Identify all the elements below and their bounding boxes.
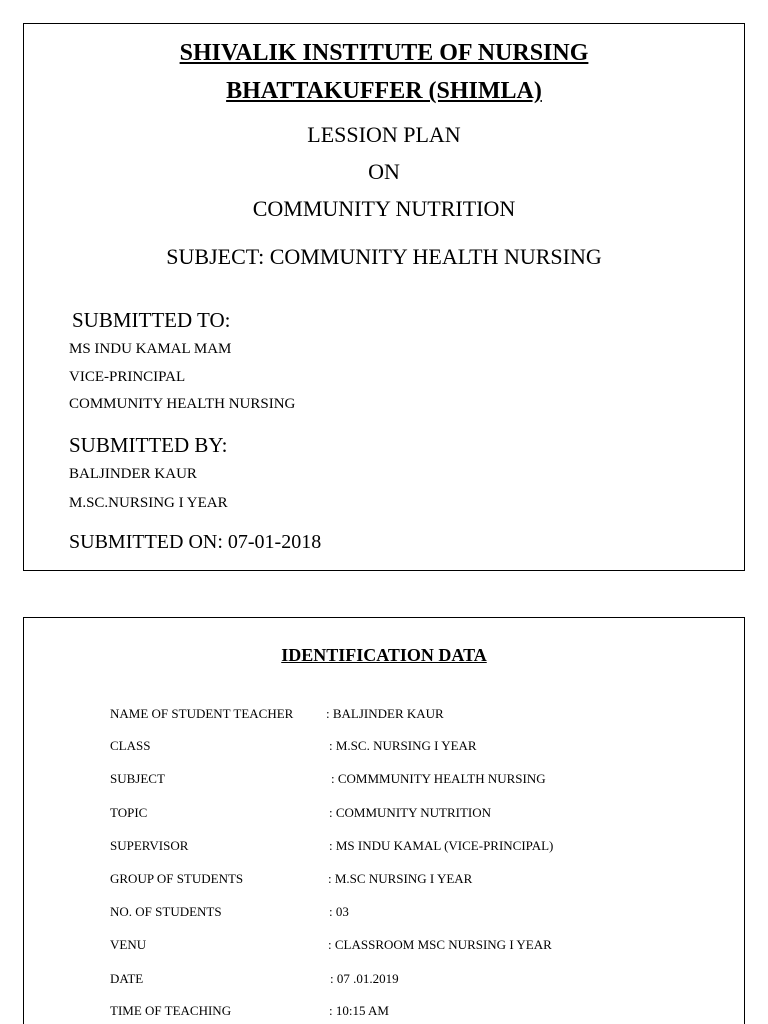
row-label: GROUP OF STUDENTS xyxy=(110,871,244,886)
document-topic: COMMUNITY NUTRITION xyxy=(252,196,516,221)
table-row xyxy=(24,971,744,991)
row-label: SUPERVISOR xyxy=(110,838,189,853)
submitted-to-designation: VICE-PRINCIPAL xyxy=(69,369,186,385)
submitted-by-course: M.SC.NURSING I YEAR xyxy=(69,495,228,511)
row-value: : 07 .01.2019 xyxy=(330,971,399,986)
row-value: : MS INDU KAMAL (VICE-PRINCIPAL) xyxy=(329,838,554,853)
row-label: CLASS xyxy=(110,738,151,753)
submitted-to-heading: SUBMITTED TO: xyxy=(72,308,231,332)
table-row xyxy=(24,838,744,858)
table-row xyxy=(24,904,744,924)
row-label: TIME OF TEACHING xyxy=(110,1003,232,1018)
row-label: NO. OF STUDENTS xyxy=(110,904,222,919)
row-value: : COMMMUNITY HEALTH NURSING xyxy=(331,771,546,786)
submitted-on: SUBMITTED ON: 07-01-2018 xyxy=(69,531,322,553)
institute-location: BHATTAKUFFER (SHIMLA) xyxy=(226,78,542,104)
table-row xyxy=(24,771,744,791)
cover-page xyxy=(23,23,745,571)
row-label: SUBJECT xyxy=(110,771,165,786)
row-value: : 10:15 AM xyxy=(329,1003,389,1018)
submitted-to-department: COMMUNITY HEALTH NURSING xyxy=(69,396,296,412)
table-row xyxy=(24,805,744,825)
row-label: NAME OF STUDENT TEACHER xyxy=(110,706,294,721)
submitted-by-name: BALJINDER KAUR xyxy=(69,466,197,482)
row-value: : M.SC NURSING I YEAR xyxy=(328,871,473,886)
identification-data-section xyxy=(23,617,745,1024)
submitted-by-heading: SUBMITTED BY: xyxy=(69,433,228,457)
table-row xyxy=(24,738,744,758)
row-label: TOPIC xyxy=(110,805,148,820)
row-label: VENU xyxy=(110,937,147,952)
row-value: : M.SC. NURSING I YEAR xyxy=(329,738,477,753)
row-value: : 03 xyxy=(329,904,349,919)
row-value: : COMMUNITY NUTRITION xyxy=(329,805,492,820)
row-value: : BALJINDER KAUR xyxy=(326,706,444,721)
document-subject: SUBJECT: COMMUNITY HEALTH NURSING xyxy=(166,244,602,269)
row-value: : CLASSROOM MSC NURSING I YEAR xyxy=(328,937,552,952)
table-row xyxy=(24,937,744,957)
identification-title: IDENTIFICATION DATA xyxy=(281,645,487,665)
institute-name: SHIVALIK INSTITUTE OF NURSING xyxy=(179,40,589,66)
table-row xyxy=(24,706,744,726)
table-row xyxy=(24,1003,744,1023)
document-type: LESSION PLAN xyxy=(307,122,461,147)
document-on: ON xyxy=(368,159,400,184)
submitted-to-name: MS INDU KAMAL MAM xyxy=(69,341,232,357)
table-row xyxy=(24,871,744,891)
row-label: DATE xyxy=(110,971,144,986)
